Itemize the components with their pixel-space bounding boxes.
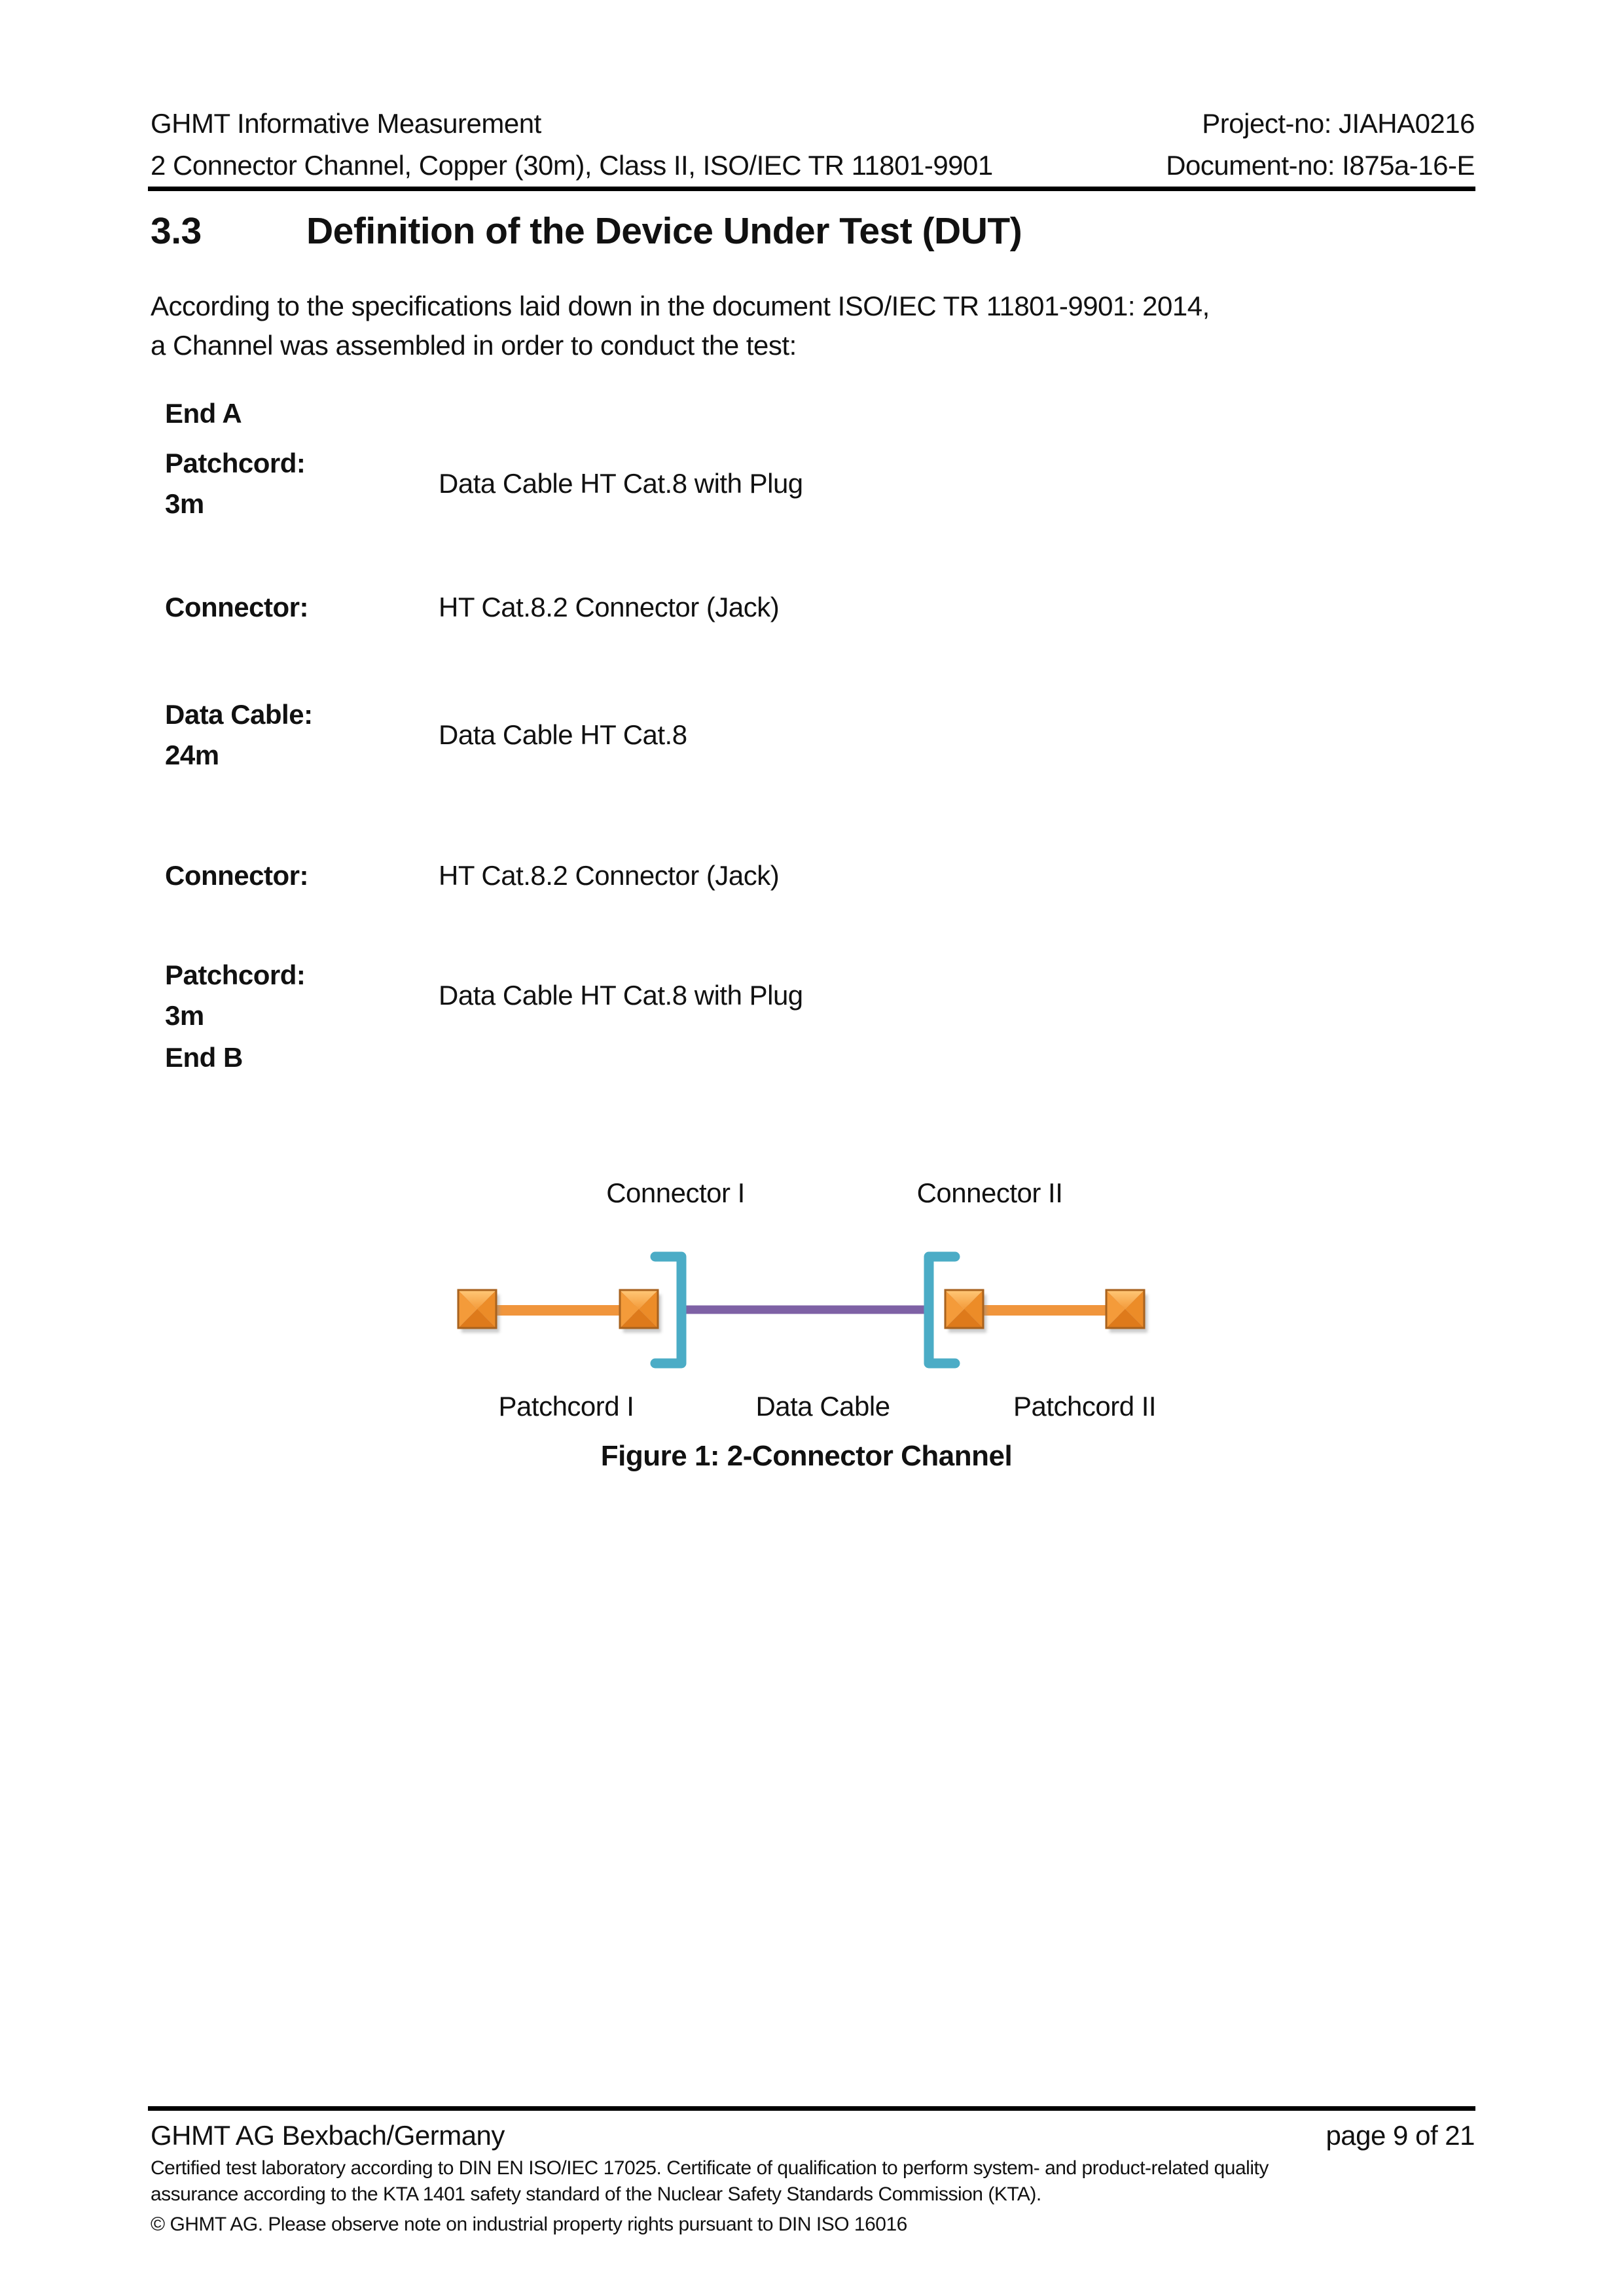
dut-row-value: Data Cable HT Cat.8 with Plug [439, 980, 803, 1011]
header-report-subject: 2 Connector Channel, Copper (30m), Class II, ISO/IEC TR 11801-9901 [151, 150, 993, 181]
figure-label-patchcord-1: Patchcord I [498, 1391, 634, 1422]
dut-row-label: Data Cable: [165, 699, 313, 730]
footer-copyright: © GHMT AG. Please observe note on industrial property rights pursuant to DIN ISO 16016 [151, 2214, 907, 2235]
dut-end-a-label: End A [165, 398, 242, 429]
plug-icon [620, 1290, 661, 1333]
footer-company: GHMT AG Bexbach/Germany [151, 2120, 505, 2151]
channel-diagram [425, 1230, 1185, 1384]
footer-certification-line-1: Certified test laboratory according to DIN EN ISO/IEC 17025. Certificate of qualification to perform system- and product-related quality [151, 2157, 1269, 2179]
figure-label-patchcord-2: Patchcord II [1013, 1391, 1157, 1422]
plug-icon [945, 1290, 986, 1333]
header-document-no: Document-no: I875a-16-E [1166, 150, 1475, 181]
footer-page-number: page 9 of 21 [1326, 2120, 1475, 2151]
dut-row-label: Patchcord: [165, 448, 306, 478]
dut-row-sublabel: 3m [165, 488, 204, 519]
dut-row-value: Data Cable HT Cat.8 [439, 719, 687, 750]
footer-certification-line-2: assurance according to the KTA 1401 safety standard of the Nuclear Safety Standards Commission (KTA). [151, 2183, 1041, 2205]
dut-row-value: HT Cat.8.2 Connector (Jack) [439, 860, 780, 891]
dut-end-b-label: End B [165, 1042, 243, 1073]
figure-label-connector-2: Connector II [916, 1177, 1063, 1208]
figure-caption: Figure 1: 2-Connector Channel [600, 1440, 1013, 1472]
header-report-type: GHMT Informative Measurement [151, 108, 541, 139]
figure-label-connector-1: Connector I [606, 1177, 745, 1208]
dut-row-sublabel: 24m [165, 740, 219, 770]
dut-row-label: Patchcord: [165, 960, 306, 990]
dut-row-value: HT Cat.8.2 Connector (Jack) [439, 592, 780, 622]
section-title: Definition of the Device Under Test (DUT) [306, 210, 1022, 252]
figure-label-data-cable: Data Cable [755, 1391, 890, 1422]
footer-rule [148, 2106, 1475, 2111]
dut-row-label: Connector: [165, 592, 308, 622]
dut-row-sublabel: 3m [165, 1000, 204, 1031]
intro-line-2: a Channel was assembled in order to conduct the test: [151, 330, 797, 361]
dut-row-label: Connector: [165, 860, 308, 891]
plug-icon [1106, 1290, 1147, 1333]
plug-icon [458, 1290, 499, 1333]
dut-row-value: Data Cable HT Cat.8 with Plug [439, 468, 803, 499]
header-project-no: Project-no: JIAHA0216 [1202, 108, 1475, 139]
intro-line-1: According to the specifications laid down in the document ISO/IEC TR 11801-9901: 2014, [151, 291, 1210, 321]
header-rule [148, 187, 1475, 191]
section-number: 3.3 [151, 210, 202, 252]
